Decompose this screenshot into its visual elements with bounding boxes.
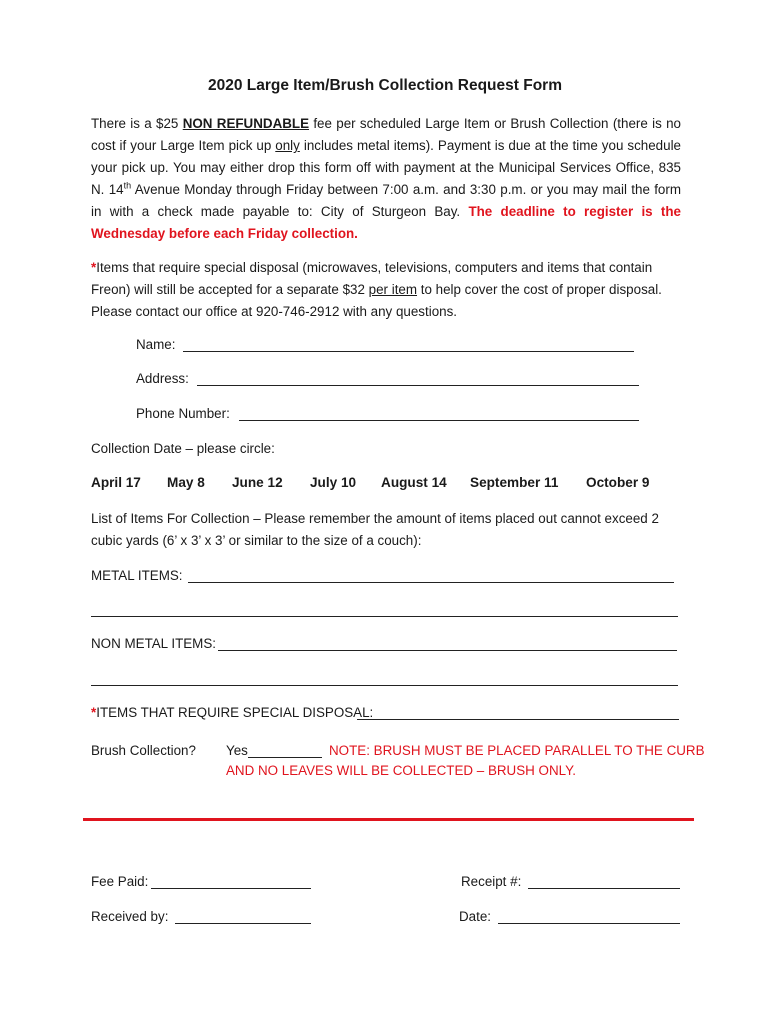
brush-note-line-2: AND NO LEAVES WILL BE COLLECTED – BRUSH ONLY. <box>226 763 576 778</box>
fee-paid-label: Fee Paid: <box>91 874 149 889</box>
non-metal-items-label: NON METAL ITEMS: <box>91 636 216 651</box>
phone-field[interactable] <box>239 420 639 421</box>
form-title: 2020 Large Item/Brush Collection Request Form <box>207 77 562 94</box>
collection-date-label: Collection Date – please circle: <box>91 441 275 456</box>
date-option-october-9[interactable]: October 9 <box>586 475 650 490</box>
date-option-may-8[interactable]: May 8 <box>167 475 205 490</box>
date-label: Date: <box>459 909 492 924</box>
name-field[interactable] <box>183 351 634 352</box>
non-refundable-text: NON REFUNDABLE <box>182 116 310 131</box>
special-text-2: to help cover the cost of proper disposal. Please contact our office at 920-746-2912 with any questions. <box>91 282 662 319</box>
intro-text-2: fee per scheduled Large Item or Brush Collection (there is no cost if your Large Item pick up <box>91 116 681 153</box>
special-disposal-label-text: ITEMS THAT REQUIRE SPECIAL DISPOSAL: <box>96 705 374 720</box>
non-metal-items-field[interactable] <box>218 650 677 651</box>
metal-items-field[interactable] <box>188 582 674 583</box>
intro-text-4: Avenue Monday through Friday between 7:00 a.m. and 3:30 p.m. or you may mail the form in with a check made payable to: City of Sturgeon Bay. <box>91 182 681 219</box>
date-option-june-12[interactable]: June 12 <box>232 475 283 490</box>
only-text: only <box>275 138 300 153</box>
asterisk: * <box>91 260 97 275</box>
brush-collection-label: Brush Collection? <box>91 743 196 758</box>
special-disposal-asterisk: * <box>91 705 97 720</box>
metal-items-label: METAL ITEMS: <box>91 568 183 583</box>
date-option-april-17[interactable]: April 17 <box>91 475 141 490</box>
date-option-september-11[interactable]: September 11 <box>470 475 559 490</box>
name-label: Name: <box>136 337 176 352</box>
intro-text-3: includes metal items). Payment is due at the time you schedule your pick up. You may either drop this form off with payment at the Municipal Services Office, 835 N. 14 <box>91 138 681 197</box>
office-use-divider <box>83 818 694 821</box>
phone-label: Phone Number: <box>136 406 230 421</box>
metal-items-field-line-2[interactable] <box>91 616 678 617</box>
fee-paid-field[interactable] <box>151 888 311 889</box>
brush-note-line-1: NOTE: BRUSH MUST BE PLACED PARALLEL TO THE CURB <box>329 743 705 758</box>
per-item-text: per item <box>368 282 418 297</box>
date-option-august-14[interactable]: August 14 <box>381 475 447 490</box>
intro-text-1: There is a $25 <box>91 116 183 131</box>
items-list-instructions: List of Items For Collection – Please remember the amount of items placed out cannot exceed 2 cubic yards (6’ x 3’ x 3’ or similar to the size of a couch): <box>91 511 659 548</box>
special-disposal-label <box>91 705 373 720</box>
address-label: Address: <box>136 371 189 386</box>
special-text-1: Items that require special disposal (microwaves, televisions, computers and items that contain Freon) will still be accepted for a separate $32 <box>91 260 653 297</box>
non-metal-items-field-line-2[interactable] <box>91 685 678 686</box>
received-by-label: Received by: <box>91 909 169 924</box>
date-option-july-10[interactable]: July 10 <box>310 475 357 490</box>
intro-paragraph <box>91 113 681 245</box>
brush-yes-field[interactable] <box>248 757 322 758</box>
ordinal-suffix: th <box>123 180 132 191</box>
receipt-number-field[interactable] <box>528 888 680 889</box>
receipt-number-label: Receipt #: <box>461 874 522 889</box>
date-field[interactable] <box>498 923 680 924</box>
deadline-notice: The deadline to register is the Wednesday before each Friday collection. <box>91 204 681 241</box>
special-disposal-paragraph <box>91 257 681 323</box>
received-by-field[interactable] <box>175 923 311 924</box>
brush-yes-label: Yes <box>226 743 248 758</box>
address-field[interactable] <box>197 385 639 386</box>
special-disposal-field[interactable] <box>357 719 679 720</box>
